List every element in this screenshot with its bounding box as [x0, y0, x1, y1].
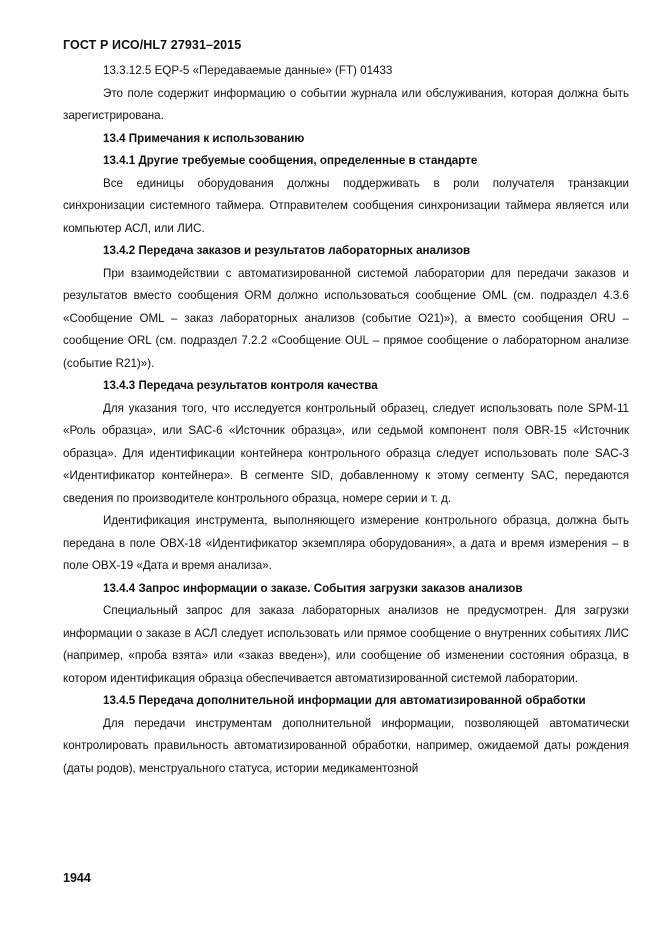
body-paragraph: Специальный запрос для заказа лабораторных анализов не предусмотрен. Для загрузки информации о заказе в АСЛ следует использовать или прямое сообщение о внутренних событиях ЛИС (например, «проба взята» или «заказ введен»), или сообщение об изменении состояния образца, в котором идентификация образца обеспечивается автоматизированной системой лаборатории. [63, 604, 629, 685]
section-heading: 13.4.1 Другие требуемые сообщения, определенные в стандарте [103, 154, 478, 167]
document-body [63, 60, 629, 780]
body-paragraph: При взаимодействии с автоматизированной системой лаборатории для передачи заказов и результатов вместо сообщения ORM должно использоваться сообщение OML (см. подраздел 4.3.6 «Сообщение OML – заказ лабораторных анализов (событие O21)»), а вместо сообщения ORU – сообщение ORL (см. подраздел 7.2.2 «Сообщение OUL – прямое сообщение о лабораторном анализе (событие R21)»). [63, 266, 629, 370]
body-paragraph: Это поле содержит информацию о событии журнала или обслуживания, которая должна быть зарегистрирована. [63, 86, 629, 122]
section-heading: 13.4 Примечания к использованию [103, 131, 305, 145]
page-number: 1944 [63, 871, 91, 885]
body-paragraph: Идентификация инструмента, выполняющего измерение контрольного образца, должна быть передана в поле OBX-18 «Идентификатор экземпляра оборудования», а дата и время измерения – в поле OBX-19 «Дата и время анализа». [63, 514, 629, 572]
body-paragraph: Все единицы оборудования должны поддерживать в роли получателя транзакции синхронизации системного таймера. Отправителем сообщения синхронизации таймера является или компьютер АСЛ, или ЛИС. [63, 176, 629, 235]
section-heading: 13.4.2 Передача заказов и результатов лабораторных анализов [103, 244, 471, 257]
section-heading: 13.4.4 Запрос информации о заказе. События загрузки заказов анализов [103, 581, 523, 595]
standard-header: ГОСТ Р ИСО/HL7 27931–2015 [63, 38, 242, 52]
body-paragraph: Для передачи инструментам дополнительной информации, позволяющей автоматически контролировать правильность автоматизированной обработки, например, ожидаемой даты рождения (даты родов), менструального статуса, истории медикаментозной [63, 716, 629, 775]
section-heading: 13.4.5 Передача дополнительной информации для автоматизированной обработки [103, 694, 586, 707]
body-paragraph: Для указания того, что исследуется контрольный образец, следует использовать поле SPM-11 «Роль образца», или SAC-6 «Источник образца», или седьмой компонент поля OBR-15 «Источник образца». Для идентификации контейнера контрольного образца следует использовать поле SAC-3 «Идентификатор контейнера». В сегменте SID, добавленному к этому сегменту SAC, передаются сведения по производителе контрольного образца, номере серии и т. д. [63, 401, 629, 505]
clause-title: 13.3.12.5 EQP-5 «Передаваемые данные» (FT) 01433 [103, 64, 393, 77]
section-heading: 13.4.3 Передача результатов контроля качества [103, 379, 378, 392]
